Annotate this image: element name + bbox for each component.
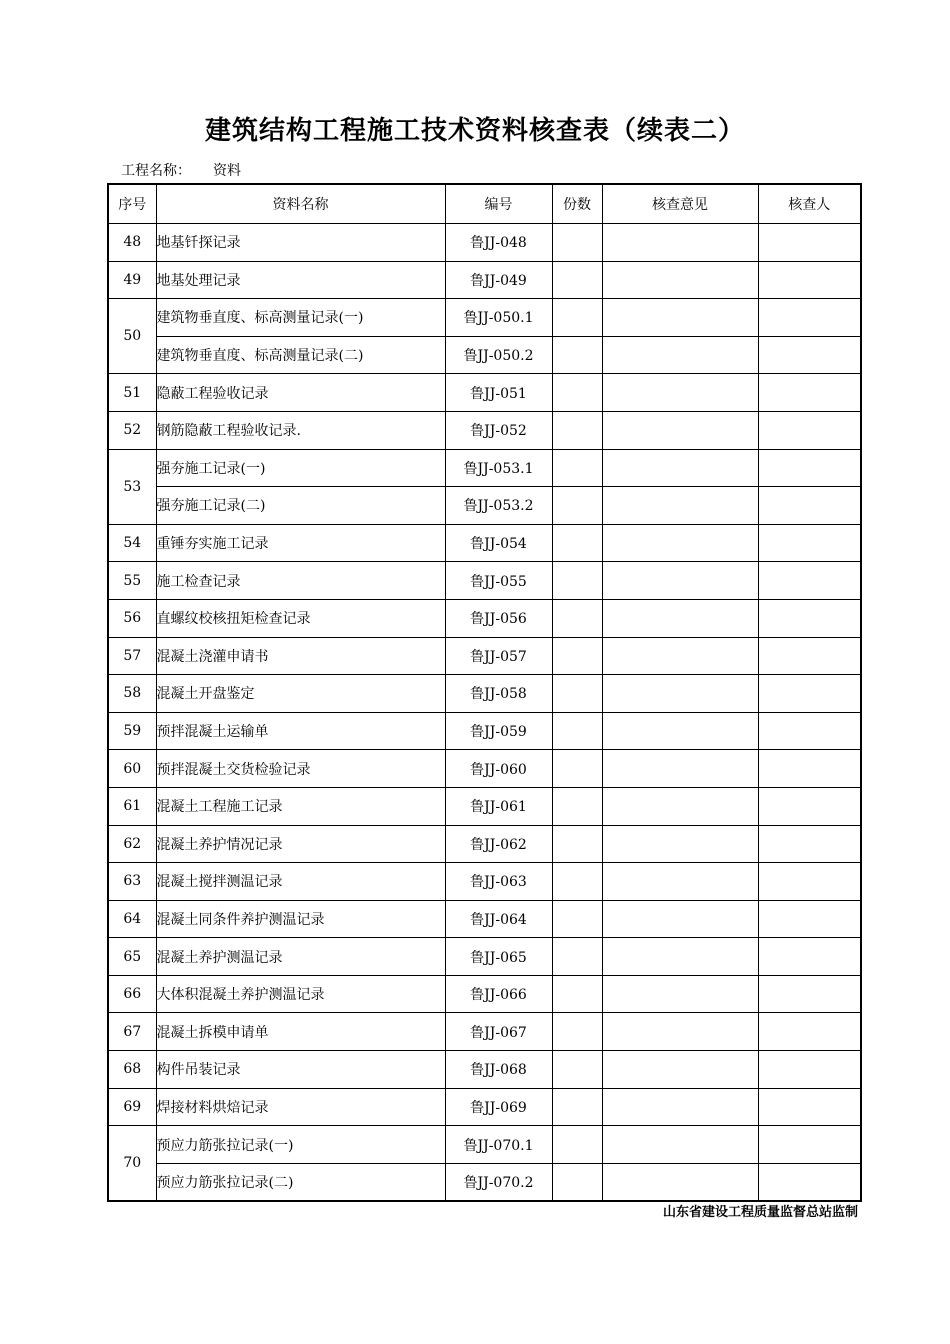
document-code: 鲁JJ-057 xyxy=(445,637,552,675)
document-name: 强夯施工记录(一) xyxy=(156,449,445,487)
document-name: 构件吊装记录 xyxy=(156,1051,445,1089)
document-code: 鲁JJ-067 xyxy=(445,1013,552,1051)
table-row xyxy=(108,712,861,750)
opinion-cell[interactable] xyxy=(602,637,758,675)
table-row xyxy=(108,938,861,976)
row-number: 65 xyxy=(108,938,156,976)
table-row xyxy=(108,599,861,637)
row-number: 54 xyxy=(108,524,156,562)
copies-cell[interactable] xyxy=(552,599,602,637)
document-name: 混凝土搅拌测温记录 xyxy=(156,863,445,901)
row-number: 68 xyxy=(108,1051,156,1089)
copies-cell[interactable] xyxy=(552,1126,602,1164)
opinion-cell[interactable] xyxy=(602,975,758,1013)
checker-cell[interactable] xyxy=(758,938,861,976)
copies-cell[interactable] xyxy=(552,675,602,713)
issuer-footer: 山东省建设工程质量监督总站监制 xyxy=(662,1205,858,1220)
table-row xyxy=(108,411,861,449)
document-code: 鲁JJ-049 xyxy=(445,261,552,299)
document-code: 鲁JJ-050.1 xyxy=(445,299,552,337)
copies-cell[interactable] xyxy=(552,261,602,299)
table-row xyxy=(108,562,861,600)
copies-cell[interactable] xyxy=(552,637,602,675)
document-code: 鲁JJ-052 xyxy=(445,411,552,449)
opinion-cell[interactable] xyxy=(602,411,758,449)
table-row xyxy=(108,524,861,562)
project-name-value: 资料 xyxy=(213,163,241,179)
document-name: 混凝土浇灌申请书 xyxy=(156,637,445,675)
row-number: 58 xyxy=(108,675,156,713)
opinion-cell[interactable] xyxy=(602,1163,758,1201)
table-row xyxy=(108,900,861,938)
checker-cell[interactable] xyxy=(758,675,861,713)
document-name: 混凝土养护情况记录 xyxy=(156,825,445,863)
document-code: 鲁JJ-055 xyxy=(445,562,552,600)
document-code: 鲁JJ-050.2 xyxy=(445,336,552,374)
row-number: 70 xyxy=(108,1126,156,1202)
document-code: 鲁JJ-063 xyxy=(445,863,552,901)
table-row xyxy=(108,1051,861,1089)
header-copies: 份数 xyxy=(552,184,602,224)
table-row xyxy=(108,637,861,675)
document-code: 鲁JJ-062 xyxy=(445,825,552,863)
table-row xyxy=(108,750,861,788)
row-number: 66 xyxy=(108,975,156,1013)
page-title: 建筑结构工程施工技术资料核查表（续表二） xyxy=(204,116,745,146)
checker-cell[interactable] xyxy=(758,900,861,938)
row-number: 52 xyxy=(108,411,156,449)
copies-cell[interactable] xyxy=(552,1013,602,1051)
document-name: 混凝土拆模申请单 xyxy=(156,1013,445,1051)
inspection-table xyxy=(107,183,862,1202)
document-name: 混凝土工程施工记录 xyxy=(156,787,445,825)
row-number: 62 xyxy=(108,825,156,863)
row-number: 63 xyxy=(108,863,156,901)
copies-cell[interactable] xyxy=(552,487,602,525)
row-number: 57 xyxy=(108,637,156,675)
row-number: 64 xyxy=(108,900,156,938)
checker-cell[interactable] xyxy=(758,261,861,299)
row-number: 49 xyxy=(108,261,156,299)
document-code: 鲁JJ-064 xyxy=(445,900,552,938)
table-row xyxy=(108,863,861,901)
copies-cell[interactable] xyxy=(552,825,602,863)
copies-cell[interactable] xyxy=(552,712,602,750)
opinion-cell[interactable] xyxy=(602,863,758,901)
table-row xyxy=(108,787,861,825)
document-name: 地基钎探记录 xyxy=(156,224,445,262)
checker-cell[interactable] xyxy=(758,1088,861,1126)
table-row xyxy=(108,1013,861,1051)
table-row xyxy=(108,1088,861,1126)
checker-cell[interactable] xyxy=(758,411,861,449)
document-name: 混凝土同条件养护测温记录 xyxy=(156,900,445,938)
document-name: 建筑物垂直度、标高测量记录(二) xyxy=(156,336,445,374)
project-name-label: 工程名称： xyxy=(121,163,191,179)
copies-cell[interactable] xyxy=(552,975,602,1013)
document-code: 鲁JJ-053.2 xyxy=(445,487,552,525)
document-code: 鲁JJ-061 xyxy=(445,787,552,825)
copies-cell[interactable] xyxy=(552,1163,602,1201)
row-number: 51 xyxy=(108,374,156,412)
opinion-cell[interactable] xyxy=(602,524,758,562)
copies-cell[interactable] xyxy=(552,900,602,938)
document-code: 鲁JJ-068 xyxy=(445,1051,552,1089)
document-name: 预应力筋张拉记录(二) xyxy=(156,1163,445,1201)
checker-cell[interactable] xyxy=(758,863,861,901)
checker-cell[interactable] xyxy=(758,712,861,750)
document-name: 地基处理记录 xyxy=(156,261,445,299)
document-code: 鲁JJ-060 xyxy=(445,750,552,788)
checker-cell[interactable] xyxy=(758,299,861,337)
document-code: 鲁JJ-058 xyxy=(445,675,552,713)
table-row xyxy=(108,261,861,299)
opinion-cell[interactable] xyxy=(602,449,758,487)
copies-cell[interactable] xyxy=(552,224,602,262)
copies-cell[interactable] xyxy=(552,1088,602,1126)
document-code: 鲁JJ-053.1 xyxy=(445,449,552,487)
table-row xyxy=(108,449,861,487)
copies-cell[interactable] xyxy=(552,562,602,600)
document-name: 焊接材料烘焙记录 xyxy=(156,1088,445,1126)
document-name: 预拌混凝土交货检验记录 xyxy=(156,750,445,788)
document-code: 鲁JJ-069 xyxy=(445,1088,552,1126)
row-number: 59 xyxy=(108,712,156,750)
checker-cell[interactable] xyxy=(758,336,861,374)
opinion-cell[interactable] xyxy=(602,750,758,788)
checker-cell[interactable] xyxy=(758,1126,861,1164)
opinion-cell[interactable] xyxy=(602,900,758,938)
document-code: 鲁JJ-070.2 xyxy=(445,1163,552,1201)
document-name: 施工检查记录 xyxy=(156,562,445,600)
copies-cell[interactable] xyxy=(552,411,602,449)
copies-cell[interactable] xyxy=(552,1051,602,1089)
checker-cell[interactable] xyxy=(758,787,861,825)
checker-cell[interactable] xyxy=(758,825,861,863)
opinion-cell[interactable] xyxy=(602,261,758,299)
checker-cell[interactable] xyxy=(758,637,861,675)
table-row xyxy=(108,336,861,374)
table-row xyxy=(108,825,861,863)
document-name: 强夯施工记录(二) xyxy=(156,487,445,525)
table-row xyxy=(108,487,861,525)
opinion-cell[interactable] xyxy=(602,599,758,637)
document-name: 隐蔽工程验收记录 xyxy=(156,374,445,412)
opinion-cell[interactable] xyxy=(602,938,758,976)
header-checker: 核查人 xyxy=(758,184,861,224)
copies-cell[interactable] xyxy=(552,938,602,976)
checker-cell[interactable] xyxy=(758,750,861,788)
opinion-cell[interactable] xyxy=(602,712,758,750)
checker-cell[interactable] xyxy=(758,599,861,637)
opinion-cell[interactable] xyxy=(602,1051,758,1089)
checker-cell[interactable] xyxy=(758,224,861,262)
table-row xyxy=(108,975,861,1013)
table-row xyxy=(108,1126,861,1164)
row-number: 50 xyxy=(108,299,156,374)
document-code: 鲁JJ-051 xyxy=(445,374,552,412)
checker-cell[interactable] xyxy=(758,449,861,487)
checker-cell[interactable] xyxy=(758,374,861,412)
table-header-row xyxy=(108,184,861,224)
row-number: 53 xyxy=(108,449,156,524)
opinion-cell[interactable] xyxy=(602,224,758,262)
document-name: 预拌混凝土运输单 xyxy=(156,712,445,750)
copies-cell[interactable] xyxy=(552,374,602,412)
row-number: 60 xyxy=(108,750,156,788)
opinion-cell[interactable] xyxy=(602,374,758,412)
header-name: 资料名称 xyxy=(156,184,445,224)
document-name: 预应力筋张拉记录(一) xyxy=(156,1126,445,1164)
opinion-cell[interactable] xyxy=(602,1088,758,1126)
copies-cell[interactable] xyxy=(552,449,602,487)
row-number: 55 xyxy=(108,562,156,600)
row-number: 67 xyxy=(108,1013,156,1051)
header-no: 序号 xyxy=(108,184,156,224)
opinion-cell[interactable] xyxy=(602,1013,758,1051)
copies-cell[interactable] xyxy=(552,863,602,901)
opinion-cell[interactable] xyxy=(602,1126,758,1164)
header-opinion: 核查意见 xyxy=(602,184,758,224)
opinion-cell[interactable] xyxy=(602,787,758,825)
copies-cell[interactable] xyxy=(552,750,602,788)
document-name: 混凝土养护测温记录 xyxy=(156,938,445,976)
checker-cell[interactable] xyxy=(758,975,861,1013)
document-code: 鲁JJ-056 xyxy=(445,599,552,637)
row-number: 61 xyxy=(108,787,156,825)
document-code: 鲁JJ-059 xyxy=(445,712,552,750)
header-code: 编号 xyxy=(445,184,552,224)
table-row xyxy=(108,1163,861,1201)
checker-cell[interactable] xyxy=(758,562,861,600)
table-row xyxy=(108,299,861,337)
document-code: 鲁JJ-066 xyxy=(445,975,552,1013)
copies-cell[interactable] xyxy=(552,336,602,374)
opinion-cell[interactable] xyxy=(602,336,758,374)
document-code: 鲁JJ-070.1 xyxy=(445,1126,552,1164)
table-row xyxy=(108,675,861,713)
copies-cell[interactable] xyxy=(552,299,602,337)
copies-cell[interactable] xyxy=(552,524,602,562)
project-name-line xyxy=(121,160,241,180)
row-number: 56 xyxy=(108,599,156,637)
document-name: 大体积混凝土养护测温记录 xyxy=(156,975,445,1013)
checker-cell[interactable] xyxy=(758,487,861,525)
checker-cell[interactable] xyxy=(758,1051,861,1089)
document-name: 建筑物垂直度、标高测量记录(一) xyxy=(156,299,445,337)
opinion-cell[interactable] xyxy=(602,825,758,863)
opinion-cell[interactable] xyxy=(602,299,758,337)
row-number: 48 xyxy=(108,224,156,262)
copies-cell[interactable] xyxy=(552,787,602,825)
document-code: 鲁JJ-048 xyxy=(445,224,552,262)
opinion-cell[interactable] xyxy=(602,562,758,600)
opinion-cell[interactable] xyxy=(602,675,758,713)
document-name: 混凝土开盘鉴定 xyxy=(156,675,445,713)
document-name: 重锤夯实施工记录 xyxy=(156,524,445,562)
checker-cell[interactable] xyxy=(758,524,861,562)
table-row xyxy=(108,374,861,412)
document-code: 鲁JJ-054 xyxy=(445,524,552,562)
table-row xyxy=(108,224,861,262)
document-name: 钢筋隐蔽工程验收记录. xyxy=(156,411,445,449)
opinion-cell[interactable] xyxy=(602,487,758,525)
document-code: 鲁JJ-065 xyxy=(445,938,552,976)
checker-cell[interactable] xyxy=(758,1163,861,1201)
row-number: 69 xyxy=(108,1088,156,1126)
table-body xyxy=(108,224,861,1202)
document-name: 直螺纹校核扭矩检查记录 xyxy=(156,599,445,637)
checker-cell[interactable] xyxy=(758,1013,861,1051)
